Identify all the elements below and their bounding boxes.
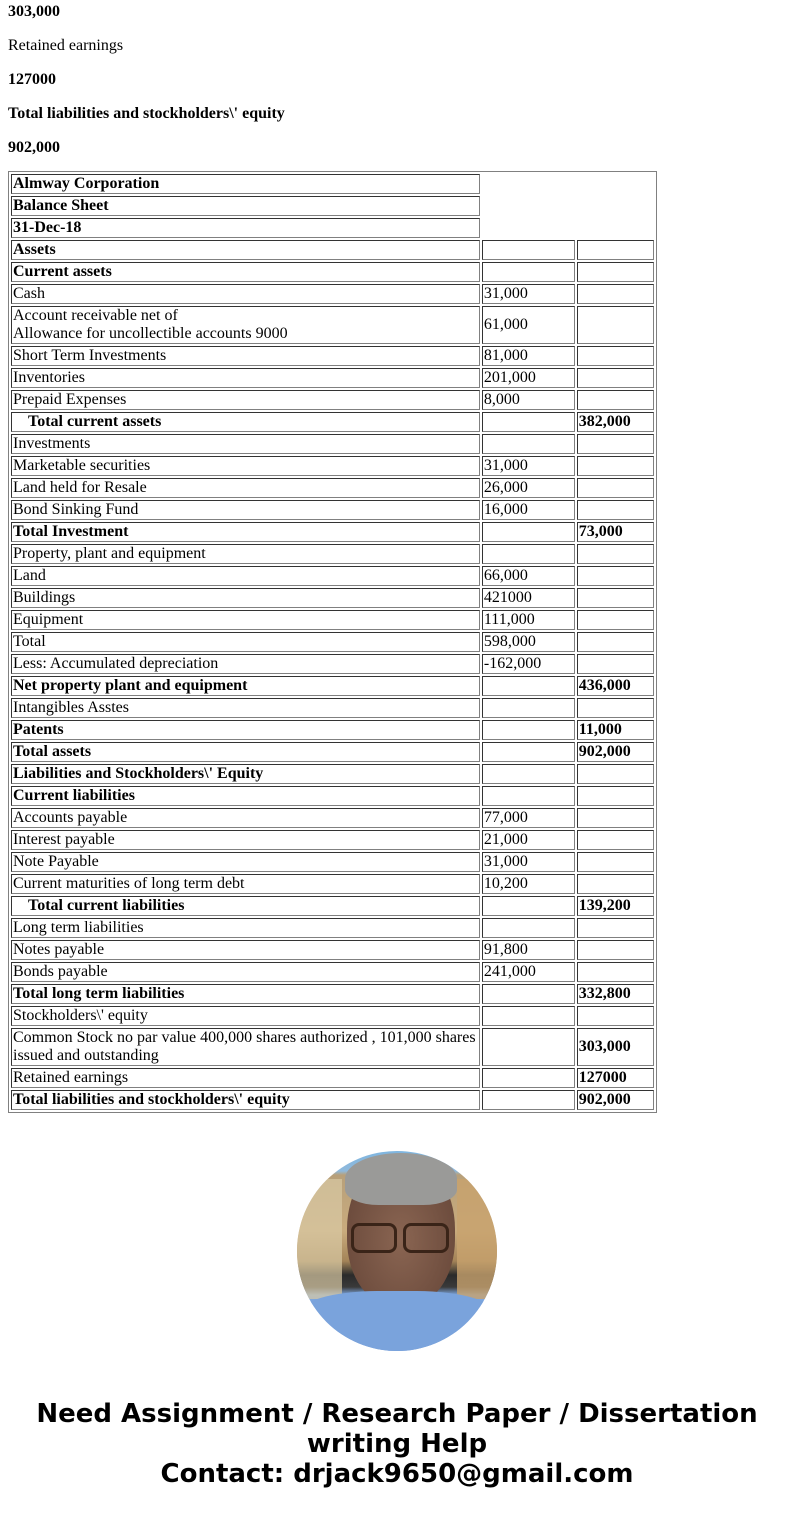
row-total <box>577 1006 654 1026</box>
table-row <box>11 830 654 850</box>
row-amount <box>482 720 575 740</box>
row-amount: 21,000 <box>482 830 575 850</box>
row-amount <box>482 412 575 432</box>
table-row <box>11 544 654 564</box>
row-label: Marketable securities <box>11 456 480 476</box>
table-row <box>11 456 654 476</box>
row-total <box>577 262 654 282</box>
row-label: Intangibles Asstes <box>11 698 480 718</box>
row-label: Inventories <box>11 368 480 388</box>
row-label: Patents <box>11 720 480 740</box>
row-label: Buildings <box>11 588 480 608</box>
row-total <box>577 632 654 652</box>
table-row <box>11 1090 654 1110</box>
row-amount: 241,000 <box>482 962 575 982</box>
row-total <box>577 962 654 982</box>
row-amount: 16,000 <box>482 500 575 520</box>
table-row <box>11 522 654 542</box>
row-amount: 26,000 <box>482 478 575 498</box>
promo-headline: Need Assignment / Research Paper / Dissertation writing Help <box>36 1399 758 1459</box>
row-amount <box>482 742 575 762</box>
row-total <box>577 368 654 388</box>
row-amount: 91,800 <box>482 940 575 960</box>
row-amount: 66,000 <box>482 566 575 586</box>
table-row <box>11 1006 654 1026</box>
author-avatar <box>297 1151 497 1351</box>
row-label: Land <box>11 566 480 586</box>
row-amount: 111,000 <box>482 610 575 630</box>
table-row <box>11 962 654 982</box>
table-row <box>11 1028 654 1066</box>
row-label: Current maturities of long term debt <box>11 874 480 894</box>
row-amount: 31,000 <box>482 284 575 304</box>
row-label: Total long term liabilities <box>11 984 480 1004</box>
row-label: Total assets <box>11 742 480 762</box>
promo-contact: Contact: drjack9650@gmail.com <box>160 1459 634 1489</box>
row-amount <box>482 434 575 454</box>
table-row <box>11 1068 654 1088</box>
row-total <box>577 566 654 586</box>
table-row <box>11 284 654 304</box>
row-label: Property, plant and equipment <box>11 544 480 564</box>
row-amount <box>482 1090 575 1110</box>
row-label: Total liabilities and stockholders\' equity <box>11 1090 480 1110</box>
table-row <box>11 940 654 960</box>
row-amount <box>482 522 575 542</box>
row-total <box>577 874 654 894</box>
retained-earnings-amount: 127000 <box>8 71 56 88</box>
company-name: Almway Corporation <box>11 174 480 194</box>
row-total <box>577 456 654 476</box>
balance-sheet-table <box>8 171 657 1113</box>
row-label: Note Payable <box>11 852 480 872</box>
table-row <box>11 654 654 674</box>
row-total: 436,000 <box>577 676 654 696</box>
row-label: Account receivable net of Allowance for uncollectible accounts 9000 <box>11 306 480 344</box>
row-amount <box>482 1006 575 1026</box>
total-liab-equity-label: Total liabilities and stockholders\' equity <box>8 105 285 122</box>
row-total <box>577 764 654 784</box>
row-label: Retained earnings <box>11 1068 480 1088</box>
table-row <box>11 390 654 410</box>
row-label: Bonds payable <box>11 962 480 982</box>
row-label: Equipment <box>11 610 480 630</box>
row-total <box>577 434 654 454</box>
promo-banner <box>0 1399 794 1489</box>
row-label: Assets <box>11 240 480 260</box>
row-amount: 31,000 <box>482 456 575 476</box>
table-row <box>11 588 654 608</box>
row-label: Short Term Investments <box>11 346 480 366</box>
row-label: Accounts payable <box>11 808 480 828</box>
row-amount: 81,000 <box>482 346 575 366</box>
row-label: Total <box>11 632 480 652</box>
row-amount: -162,000 <box>482 654 575 674</box>
row-total <box>577 478 654 498</box>
row-label: Investments <box>11 434 480 454</box>
retained-earnings-label: Retained earnings <box>8 37 124 54</box>
header-row-company <box>11 174 654 194</box>
row-label: Long term liabilities <box>11 918 480 938</box>
row-label: Current liabilities <box>11 786 480 806</box>
table-row <box>11 984 654 1004</box>
row-amount: 421000 <box>482 588 575 608</box>
row-total: 382,000 <box>577 412 654 432</box>
common-stock-amount: 303,000 <box>8 3 60 20</box>
row-total: 11,000 <box>577 720 654 740</box>
table-row <box>11 896 654 916</box>
row-label: Liabilities and Stockholders\' Equity <box>11 764 480 784</box>
row-label: Net property plant and equipment <box>11 676 480 696</box>
table-row <box>11 918 654 938</box>
row-total: 902,000 <box>577 1090 654 1110</box>
table-row <box>11 478 654 498</box>
row-total: 127000 <box>577 1068 654 1088</box>
row-label: Stockholders\' equity <box>11 1006 480 1026</box>
table-row <box>11 306 654 344</box>
row-amount: 77,000 <box>482 808 575 828</box>
row-total: 73,000 <box>577 522 654 542</box>
table-row <box>11 874 654 894</box>
row-total <box>577 544 654 564</box>
row-total <box>577 610 654 630</box>
row-amount <box>482 984 575 1004</box>
row-total <box>577 786 654 806</box>
row-amount <box>482 262 575 282</box>
row-amount <box>482 1068 575 1088</box>
sheet-title: Balance Sheet <box>11 196 480 216</box>
table-row <box>11 786 654 806</box>
table-row <box>11 720 654 740</box>
table-row <box>11 566 654 586</box>
row-label: Prepaid Expenses <box>11 390 480 410</box>
row-label: Interest payable <box>11 830 480 850</box>
row-total <box>577 346 654 366</box>
table-row <box>11 852 654 872</box>
table-row <box>11 240 654 260</box>
table-row <box>11 368 654 388</box>
row-total <box>577 852 654 872</box>
table-row <box>11 346 654 366</box>
table-row <box>11 632 654 652</box>
row-amount <box>482 918 575 938</box>
row-total: 902,000 <box>577 742 654 762</box>
row-amount: 598,000 <box>482 632 575 652</box>
row-total <box>577 306 654 344</box>
row-total <box>577 654 654 674</box>
row-label: Total current assets <box>11 412 480 432</box>
row-total <box>577 390 654 410</box>
table-row <box>11 676 654 696</box>
row-amount <box>482 1028 575 1066</box>
row-amount: 8,000 <box>482 390 575 410</box>
row-total: 332,800 <box>577 984 654 1004</box>
row-total: 303,000 <box>577 1028 654 1066</box>
row-amount: 201,000 <box>482 368 575 388</box>
table-row <box>11 808 654 828</box>
author-photo-container <box>0 1151 794 1351</box>
row-total <box>577 918 654 938</box>
table-row <box>11 434 654 454</box>
row-total <box>577 698 654 718</box>
row-amount <box>482 786 575 806</box>
table-row <box>11 742 654 762</box>
table-row <box>11 500 654 520</box>
table-row <box>11 412 654 432</box>
row-total: 139,200 <box>577 896 654 916</box>
row-amount <box>482 764 575 784</box>
row-label: Total Investment <box>11 522 480 542</box>
row-amount <box>482 544 575 564</box>
table-row <box>11 610 654 630</box>
row-total <box>577 240 654 260</box>
row-total <box>577 940 654 960</box>
row-total <box>577 808 654 828</box>
table-row <box>11 262 654 282</box>
row-amount <box>482 676 575 696</box>
table-row <box>11 698 654 718</box>
row-label: Cash <box>11 284 480 304</box>
row-label: Less: Accumulated depreciation <box>11 654 480 674</box>
table-row <box>11 764 654 784</box>
row-amount <box>482 896 575 916</box>
row-total <box>577 284 654 304</box>
row-total <box>577 830 654 850</box>
row-total <box>577 500 654 520</box>
row-amount: 31,000 <box>482 852 575 872</box>
row-label: Notes payable <box>11 940 480 960</box>
row-total <box>577 588 654 608</box>
total-liab-equity-amount: 902,000 <box>8 139 60 156</box>
sheet-date: 31-Dec-18 <box>11 218 480 238</box>
row-amount: 10,200 <box>482 874 575 894</box>
row-label: Land held for Resale <box>11 478 480 498</box>
row-label: Common Stock no par value 400,000 shares authorized , 101,000 shares issued and outstanding <box>11 1028 480 1066</box>
row-amount: 61,000 <box>482 306 575 344</box>
row-label: Total current liabilities <box>11 896 480 916</box>
preceding-text <box>0 0 794 157</box>
row-label: Bond Sinking Fund <box>11 500 480 520</box>
row-label: Current assets <box>11 262 480 282</box>
row-amount <box>482 698 575 718</box>
row-amount <box>482 240 575 260</box>
